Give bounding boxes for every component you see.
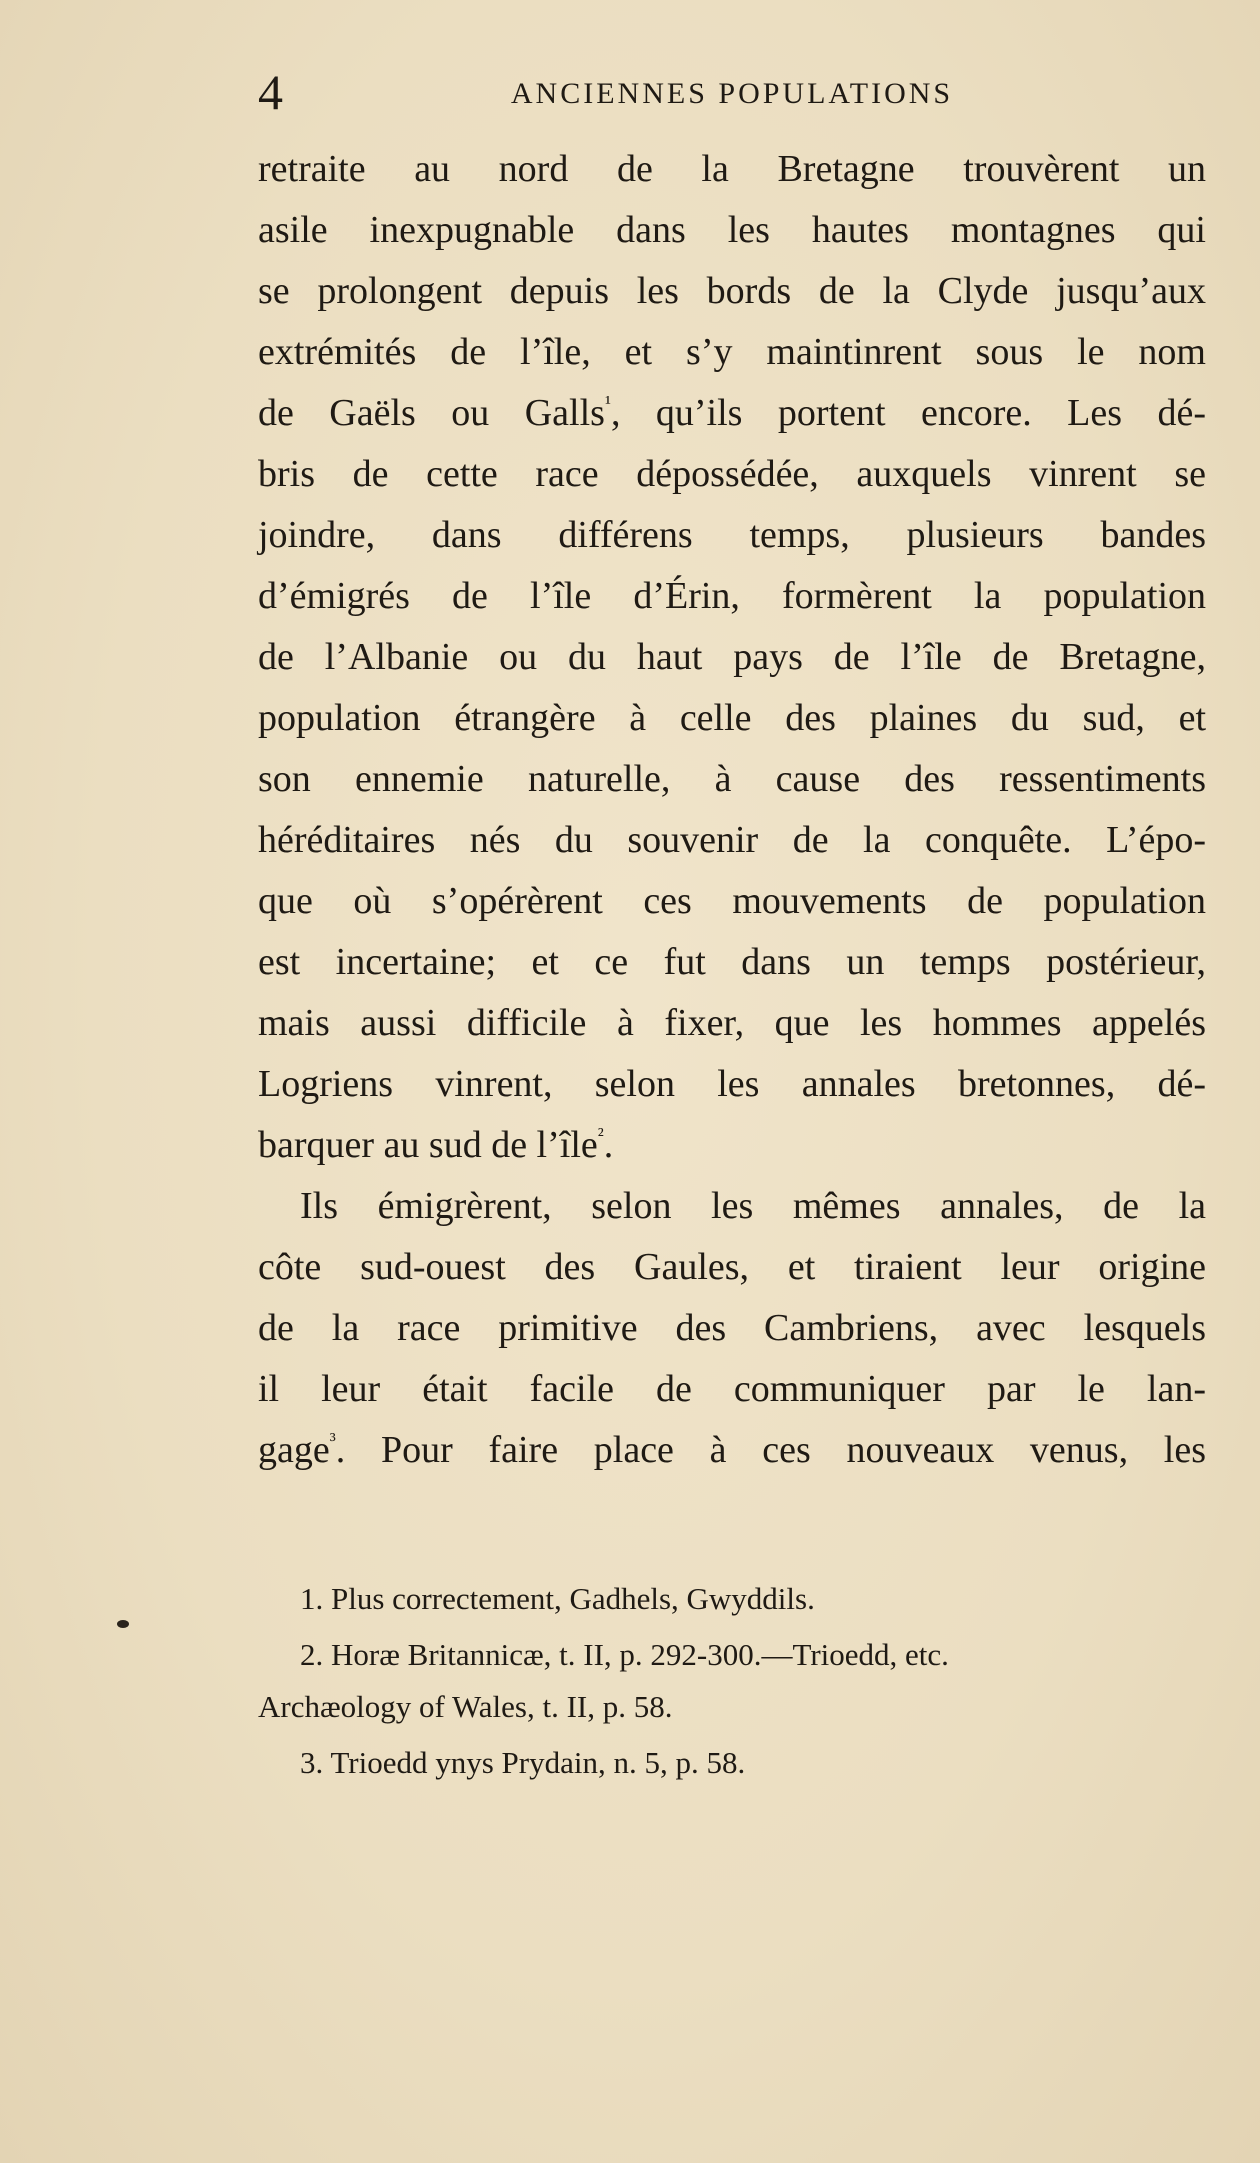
footnote-2-continued: Archæology of Wales, t. II, p. 58. bbox=[258, 1689, 673, 1724]
footnote-3: 3. Trioedd ynys Prydain, n. 5, p. 58. bbox=[300, 1745, 746, 1780]
text-line: son ennemie naturelle, à cause des ressentiments bbox=[258, 758, 1206, 800]
text-line: asile inexpugnable dans les hautes montagnes qui bbox=[258, 209, 1206, 251]
footnote-ref-2: ² bbox=[597, 1124, 604, 1146]
text-line: joindre, dans différens temps, plusieurs bandes bbox=[258, 514, 1206, 556]
text-fragment: barquer au sud de l’île bbox=[258, 1124, 598, 1166]
footnote-2: 2. Horæ Britannicæ, t. II, p. 292-300.—Trioedd, etc. bbox=[300, 1637, 949, 1672]
text-line: il leur était facile de communiquer par le lan- bbox=[258, 1368, 1206, 1410]
text-fragment: . Pour faire place à ces nouveaux venus, les bbox=[335, 1429, 1206, 1471]
text-line: d’émigrés de l’île d’Érin, formèrent la population bbox=[258, 575, 1206, 617]
text-fragment: gage bbox=[258, 1429, 330, 1471]
text-line: de l’Albanie ou du haut pays de l’île de Bretagne, bbox=[258, 636, 1206, 678]
text-line: Logriens vinrent, selon les annales bretonnes, dé- bbox=[258, 1063, 1206, 1105]
footnote-1: 1. Plus correctement, Gadhels, Gwyddils. bbox=[300, 1581, 815, 1616]
text-line: retraite au nord de la Bretagne trouvèrent un bbox=[258, 148, 1206, 190]
footnote-ref-3: ³ bbox=[329, 1429, 336, 1451]
text-fragment: , qu’ils portent encore. Les dé- bbox=[610, 392, 1206, 434]
text-line: population étrangère à celle des plaines du sud, et bbox=[258, 697, 1206, 739]
text-line: que où s’opérèrent ces mouvements de population bbox=[258, 880, 1206, 922]
text-line bbox=[258, 383, 1206, 444]
text-line: est incertaine; et ce fut dans un temps postérieur, bbox=[258, 941, 1206, 983]
text-line: se prolongent depuis les bords de la Clyde jusqu’aux bbox=[258, 270, 1206, 312]
ink-smudge bbox=[117, 1620, 129, 1628]
text-line: de la race primitive des Cambriens, avec lesquels bbox=[258, 1307, 1206, 1349]
text-fragment: . bbox=[603, 1124, 614, 1166]
text-line: bris de cette race dépossédée, auxquels vinrent se bbox=[258, 453, 1206, 495]
text-line bbox=[258, 1115, 1206, 1176]
running-head bbox=[258, 62, 1206, 122]
running-title: ANCIENNES POPULATIONS bbox=[510, 77, 954, 110]
text-line: héréditaires nés du souvenir de la conquête. L’épo- bbox=[258, 819, 1206, 861]
text-line: mais aussi difficile à fixer, que les hommes appelés bbox=[258, 1002, 1206, 1044]
text-line: côte sud-ouest des Gaules, et tiraient leur origine bbox=[258, 1246, 1206, 1288]
footnote-ref-1: ¹ bbox=[604, 392, 611, 414]
body-text bbox=[258, 139, 1206, 1481]
text-line bbox=[258, 1420, 1206, 1481]
page-number: 4 bbox=[258, 64, 283, 120]
footnotes bbox=[258, 1573, 1206, 1789]
text-line: Ils émigrèrent, selon les mêmes annales, de la bbox=[300, 1185, 1206, 1227]
text-line: extrémités de l’île, et s’y maintinrent sous le nom bbox=[258, 331, 1206, 373]
text-fragment: de Gaëls ou Galls bbox=[258, 392, 605, 434]
